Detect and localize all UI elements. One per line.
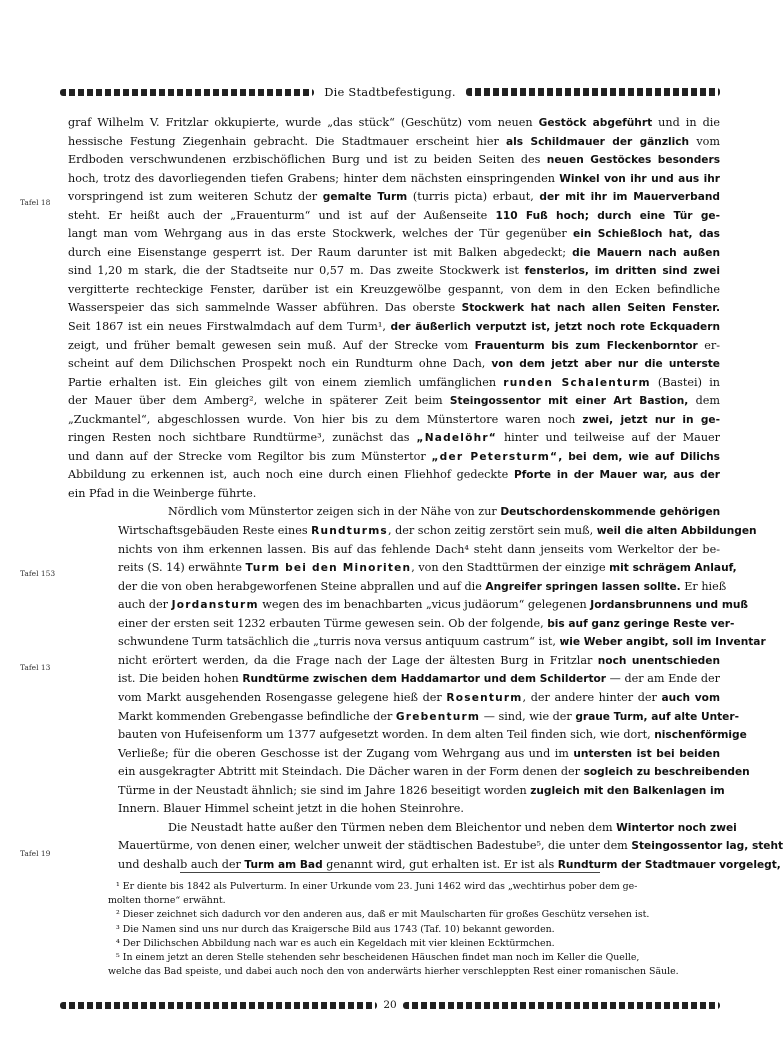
ornament-left	[60, 1002, 377, 1009]
page-number: 20	[383, 999, 397, 1011]
text-line	[68, 374, 720, 393]
emphasis-text: Deutschordenskommende gehörigen	[500, 506, 721, 519]
text-line	[68, 596, 749, 615]
text-run: scheint auf dem Dilichschen Prospekt noch ein Rundturm ohne Dach,	[68, 357, 492, 371]
text-line	[68, 652, 720, 671]
text-line	[68, 522, 757, 541]
text-run: vom	[689, 134, 720, 148]
text-line	[68, 578, 727, 597]
text-run: Wasserspeier das sich sammelnde Wasser abführen. Das oberste	[68, 301, 462, 315]
text-run: der Mauer über dem Amberg², welche in späterer Zeit beim	[68, 394, 450, 408]
text-run: (turris picta) erbaut,	[407, 190, 540, 204]
text-run: — der am Ende der	[606, 672, 720, 686]
emphasis-text: neuen Gestöckes besonders	[546, 154, 720, 167]
text-run: wegen des im benachbarten „vicus judäorum“ gelegenen	[258, 598, 591, 612]
text-line	[68, 225, 720, 244]
ornament-right	[466, 88, 720, 96]
ornament-left	[60, 89, 314, 96]
text-run: Wirtschaftsgebäuden Reste eines	[118, 524, 312, 538]
text-run: , der andere hinter der	[522, 690, 662, 704]
text-line	[68, 782, 725, 801]
emphasis-text: Winkel von ihr und aus ihr	[559, 172, 720, 185]
text-run: (Bastei) in	[650, 375, 720, 389]
footnote: ⁵ In einem jetzt an deren Stelle stehenden sehr bescheidenen Häuschen findet man noch im Keller die Quelle,	[116, 952, 640, 964]
emphasis-text: Pforte in der Mauer war, aus der	[513, 469, 720, 482]
emphasis-text: Turm am Bad	[244, 858, 323, 871]
emphasis-text: auch vom	[661, 691, 720, 704]
text-line	[68, 429, 720, 448]
emphasis-text: Rundturm der Stadtmauer vorgelegt,	[557, 858, 781, 871]
text-run: genannt wird, gut erhalten ist. Er ist als	[322, 857, 558, 871]
page-footer	[60, 997, 720, 1013]
emphasis-text: Frauenturm bis zum Fleckenborntor	[474, 339, 698, 352]
text-run: langt man vom Wehrgang aus in das erste Stockwerk, welches der Tür gegenüber	[68, 227, 574, 241]
text-run: Mauertürme, von denen einer, welcher unweit der städtischen Badestube⁵, die unter dem	[118, 839, 632, 853]
header-title: Die Stadtbefestigung.	[324, 85, 456, 99]
text-line	[68, 355, 720, 374]
text-run: Abbildung zu erkennen ist, auch noch eine durch einen Fliehhof gedeckte	[68, 468, 514, 482]
paragraph	[68, 114, 720, 503]
emphasis-text: bis auf ganz geringe Reste ver-	[547, 617, 735, 630]
text-run: dem	[688, 394, 720, 408]
text-run: graf Wilhelm V. Fritzlar okkupierte, wurde „das stück“ (Geschütz) vom neuen	[68, 116, 539, 129]
emphasis-text: Gestöck abgeführt	[538, 117, 653, 129]
text-run: durch eine Eisenstange gesperrt ist. Der Raum darunter ist mit Balken abgedeckt;	[68, 245, 573, 259]
emphasis-text: zugleich mit den Balkenlagen im	[530, 784, 725, 797]
emphasis-text: Grebenturm	[395, 710, 481, 723]
margin-note: Tafel 13	[20, 663, 51, 672]
emphasis-text: Rundtürme zwischen dem Haddamartor und dem Schildertor	[242, 673, 607, 686]
emphasis-text: Stockwerk hat nach allen Seiten Fenster.	[461, 302, 720, 315]
text-run: reits (S. 14) erwähnte	[118, 561, 246, 575]
text-run: ringen Resten noch sichtbare Rundtürme³, zunächst das	[68, 431, 417, 445]
text-line	[68, 411, 720, 430]
margin-note: Tafel 18	[20, 198, 51, 207]
emphasis-text: gemalte Turm	[322, 191, 408, 204]
text-line	[68, 299, 720, 318]
text-run: ein Pfad in die Weinberge führte.	[68, 486, 257, 500]
text-run: Verließe; für die oberen Geschosse ist der Zugang vom Wehrgang aus und im	[118, 746, 574, 760]
emphasis-text: sogleich zu beschreibenden	[583, 766, 750, 779]
footnotes	[108, 880, 720, 979]
text-line	[68, 837, 783, 856]
text-line	[68, 207, 720, 226]
text-run: und deshalb auch der	[118, 857, 245, 871]
text-line	[68, 244, 720, 263]
footnote: ¹ Er diente bis 1842 als Pulverturm. In einer Urkunde vom 23. Juni 1462 wird das „wechtirhus pober dem ge-	[116, 881, 638, 892]
text-run: er-	[697, 338, 721, 352]
footnote: molten thorne“ erwähnt.	[108, 895, 226, 907]
emphasis-text: untersten ist bei beiden	[573, 747, 720, 760]
emphasis-text: weil die alten Abbildungen	[596, 525, 757, 538]
text-run: nicht erörtert werden, da die Frage nach der Lage der ältesten Burg in Fritzlar	[118, 653, 598, 667]
text-run: vom Markt ausgehenden Rosengasse gelegene hieß der	[118, 690, 447, 704]
emphasis-text: Wintertor noch zwei	[616, 821, 737, 834]
emphasis-text: nischenförmige	[654, 729, 747, 742]
emphasis-text: „Nadelöhr“	[416, 432, 497, 445]
text-run: ist. Die beiden hohen	[118, 672, 243, 686]
text-run: bauten von Hufeisenform um 1377 aufgesetzt worden. In dem alten Teil finden sich, wie dort,	[118, 728, 655, 742]
text-line	[68, 615, 735, 634]
emphasis-text: Jordansbrunnens und muß	[590, 599, 749, 612]
emphasis-text: der mit ihr im Mauerverband	[539, 191, 721, 204]
text-line	[68, 133, 720, 152]
text-line	[68, 670, 720, 689]
emphasis-text: Angreifer springen lassen sollte.	[485, 580, 681, 593]
text-line	[68, 448, 720, 467]
text-run: Markt kommenden Grebengasse befindliche der	[118, 709, 396, 723]
text-run: ein ausgekragter Abtritt mit Steindach. Die Dächer waren in der Form denen der	[118, 765, 584, 779]
text-line	[68, 800, 720, 819]
text-line	[68, 262, 720, 281]
text-line	[68, 318, 720, 337]
emphasis-text: Rundturms	[311, 525, 388, 538]
text-run: , der schon zeitig zerstört sein muß,	[387, 524, 597, 538]
text-run: Partie erhalten ist. Ein gleiches gilt von einem ziemlich umfänglichen	[68, 375, 504, 389]
text-line	[68, 337, 720, 356]
text-run: Die Neustadt hatte außer den Türmen neben dem Bleichentor und neben dem	[168, 820, 617, 834]
text-line	[68, 763, 750, 782]
emphasis-text: noch unentschieden	[597, 654, 720, 667]
text-run: steht. Er heißt auch der „Frauenturm“ und ist auf der Außenseite	[68, 208, 496, 222]
footnote: welche das Bad speiste, und dabei auch noch den von anderwärts hierher verschleppten Rest einer romanischen Säule.	[108, 966, 679, 978]
footnote: ³ Die Namen sind uns nur durch das Kraigersche Bild aus 1743 (Taf. 10) bekannt geworden.	[116, 923, 555, 935]
text-line	[68, 114, 720, 133]
text-line	[68, 281, 720, 300]
emphasis-text: Turm bei den Minoriten	[245, 562, 412, 575]
emphasis-text: Steingossentor mit einer Art Bastion,	[449, 395, 689, 408]
text-run: Innern. Blauer Himmel scheint jetzt in die hohen Steinrohre.	[118, 802, 464, 816]
emphasis-text: als Schildmauer der gänzlich	[506, 135, 690, 148]
text-run: hessische Festung Ziegenhain gebracht. Die Stadtmauer erscheint hier	[68, 134, 507, 148]
ornament-right	[403, 1002, 720, 1009]
text-run: vorspringend ist zum weiteren Schutz der	[68, 190, 323, 204]
margin-note: Tafel 19	[20, 849, 51, 858]
text-run: , von den Stadttürmen der einzige	[411, 561, 610, 575]
text-line	[68, 392, 720, 411]
text-line	[68, 151, 720, 170]
footnote: ⁴ Der Dilichschen Abbildung nach war es auch ein Kegeldach mit vier kleinen Ecktürmchen.	[116, 937, 555, 949]
text-run: der die von oben herabgeworfenen Steine abprallen und auf die	[118, 579, 486, 593]
paragraph	[68, 819, 783, 875]
text-line	[68, 726, 747, 745]
text-line	[68, 541, 720, 560]
footnote-rule	[180, 872, 600, 873]
text-run: Türme in der Neustadt ähnlich; sie sind im Jahre 1826 beseitigt worden	[118, 783, 531, 797]
text-line	[68, 559, 737, 578]
text-line	[68, 503, 720, 522]
text-run: — sind, wie der	[480, 709, 576, 723]
emphasis-text: von dem jetzt aber nur die unterste	[491, 358, 720, 371]
text-run: Erdboden verschwundenen erzbischöflichen Burg und ist zu beiden Seiten des	[68, 153, 547, 167]
emphasis-text: die Mauern nach außen	[572, 246, 720, 259]
text-line	[68, 745, 720, 764]
text-line	[68, 188, 720, 207]
emphasis-text: graue Turm, auf alte Unter-	[575, 710, 739, 723]
emphasis-text: mit schrägem Anlauf,	[609, 562, 737, 575]
text-run: zeigt, und früher bemalt gewesen sein muß. Auf der Strecke vom	[68, 338, 475, 352]
text-line	[68, 819, 737, 838]
text-run: schwundene Turm tatsächlich die „turris nova versus antiquum castrum“ ist,	[118, 635, 560, 649]
emphasis-text: Rosenturm	[446, 691, 523, 704]
emphasis-text: fensterlos, im dritten sind zwei	[524, 265, 720, 278]
text-run: und in die	[652, 116, 720, 129]
margin-note: Tafel 153	[20, 569, 56, 578]
text-line	[68, 485, 720, 504]
footnote: ² Dieser zeichnet sich dadurch vor den anderen aus, daß er mit Maulscharten für großes Geschütz versehen ist.	[116, 909, 650, 921]
emphasis-text: Jordansturm	[171, 599, 259, 612]
text-line	[68, 708, 739, 727]
text-run: nichts von ihm erkennen lassen. Bis auf das fehlende Dach⁴ steht dann jenseits vom Werkeltor der be-	[118, 542, 720, 556]
text-run: vergitterte rechteckige Fenster, darüber ist ein Kreuzgewölbe gespannt, von dem in den Ecken befindliche	[68, 282, 720, 296]
main-text	[68, 114, 783, 874]
text-run: sind 1,20 m stark, die der Stadtseite nur 0,57 m. Das zweite Stockwerk ist	[68, 264, 525, 278]
emphasis-text: Steingossentor lag, steht	[631, 840, 783, 853]
text-line	[68, 170, 720, 189]
emphasis-text: , bei dem, wie auf Dilichs	[558, 450, 720, 463]
emphasis-text: „der Petersturm“	[431, 450, 559, 463]
emphasis-text: der äußerlich verputzt ist, jetzt noch rote Eckquadern	[390, 321, 720, 334]
text-run: auch der	[118, 598, 172, 612]
text-run: hinter und teilweise auf der Mauer	[496, 431, 721, 445]
running-header	[60, 84, 720, 100]
emphasis-text: zwei, jetzt nur in ge-	[582, 413, 720, 426]
emphasis-text: ein Schießloch hat, das	[573, 228, 720, 241]
text-run: „Zuckmantel“, abgeschlossen wurde. Von hier bis zu dem Münstertore waren noch	[68, 412, 583, 426]
text-line	[68, 466, 720, 485]
text-line	[68, 689, 720, 708]
text-run: einer der ersten seit 1232 erbauten Türme gewesen sein. Ob der folgende,	[118, 616, 548, 630]
text-run: Seit 1867 ist ein neues Firstwalmdach auf dem Turm¹,	[68, 320, 391, 334]
text-run: Er hieß	[680, 579, 727, 593]
text-run: Nördlich vom Münstertor zeigen sich in der Nähe von zur	[168, 505, 501, 519]
emphasis-text: runden Schalenturm	[503, 376, 651, 389]
emphasis-text: 110 Fuß hoch; durch eine Tür ge-	[495, 209, 720, 222]
paragraph	[68, 503, 766, 818]
emphasis-text: wie Weber angibt, soll im Inventar	[559, 636, 766, 649]
text-run: hoch, trotz des davorliegenden tiefen Grabens; hinter dem nächsten einspringenden	[68, 171, 560, 185]
text-line	[68, 633, 766, 652]
text-run: und dann auf der Strecke vom Regiltor bis zum Münstertor	[68, 449, 432, 463]
